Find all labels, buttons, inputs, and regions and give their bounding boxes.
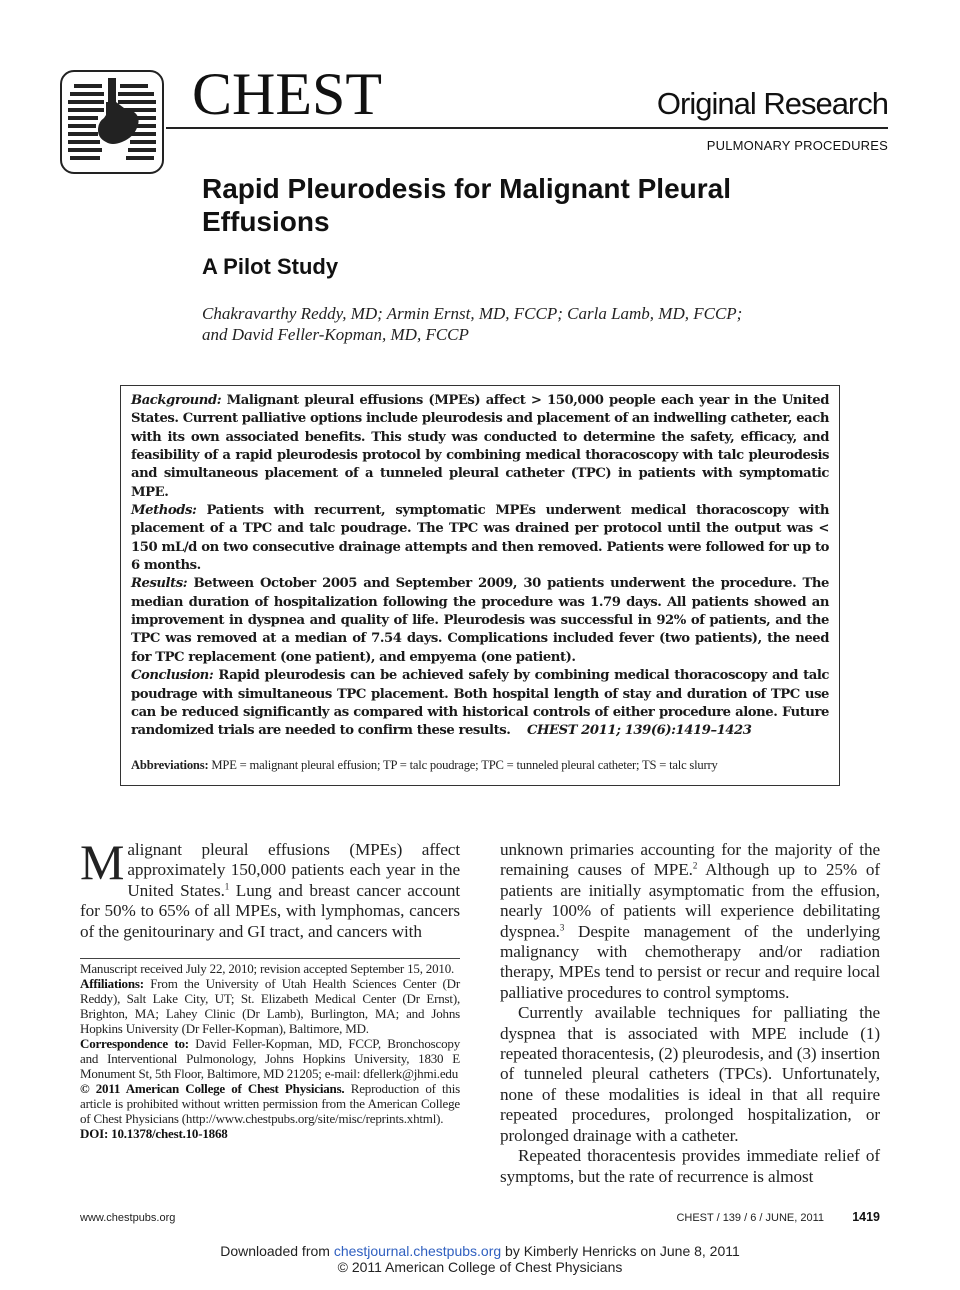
abstract-methods bbox=[131, 502, 829, 575]
abstract-conclusion bbox=[131, 667, 829, 740]
footnote-copyright: © 2011 American College of Chest Physicians. Reproduction of this article is prohibited without written permission from the American College of Chest Physicians (http://www.chestpubs.org/site/misc/reprints.xhtml). bbox=[80, 1081, 460, 1126]
abstract-heading: Methods: bbox=[131, 503, 197, 519]
abstract-background bbox=[131, 392, 829, 502]
body-column-left bbox=[80, 834, 461, 942]
footnote-correspondence: Correspondence to: David Feller-Kopman, MD, FCCP, Bronchoscopy and Interventional Pulmonology, Johns Hopkins University, 1830 E Monument St, 5th Floor, Baltimore, MD 21205; e-mail: dfellerk@jhmi.edu bbox=[80, 1036, 460, 1081]
journal-logo bbox=[60, 70, 164, 174]
page-number: 1419 bbox=[852, 1210, 880, 1224]
footnote-affiliations: Affiliations: From the University of Utah Health Sciences Center (Dr Reddy), Salt Lake City, UT; St. Elizabeth Medical Center (Dr Ernst), Brighton, MA; Lahey Clinic (Dr Lamb), Burlington, MA; and Johns Hopkins University (Dr Feller-Kopman), Baltimore, MD. bbox=[80, 976, 460, 1036]
reference-marker[interactable]: 2 bbox=[692, 860, 698, 871]
abstract-box bbox=[120, 385, 840, 786]
abstract-paragraph: Patients with recurrent, symptomatic MPEs underwent medical thoracoscopy with placement of a TPC and talc poudrage. The TPC was drained per protocol until the output was < 150 mL/d on two consecutive drainage attempts and then removed. Patients were followed for up to 6 months. bbox=[131, 503, 829, 574]
journal-name: CHEST bbox=[192, 61, 383, 127]
authors-line: and David Feller-Kopman, MD, FCCP bbox=[202, 325, 469, 344]
download-source-link[interactable]: chestjournal.chestpubs.org bbox=[333, 1243, 502, 1259]
abstract-citation: CHEST 2011; 139(6):1419–1423 bbox=[526, 723, 752, 739]
footnote-received: Manuscript received July 22, 2010; revision accepted September 15, 2010. bbox=[80, 961, 455, 976]
body-paragraph: Repeated thoracentesis provides immediate relief of symptoms, but the rate of recurrence is almost bbox=[500, 1146, 880, 1186]
body-paragraph: Currently available techniques for palliating the dyspnea that is associated with MPE include (1) repeated thoracentesis, (2) pleurodesis, and (3) insertion of tunneled pleural catheters (TPCs). Unfortunately, none of these modalities is ideal in that all require repeated procedures, prolonged hospitalization, or prolonged drainage with a catheter. bbox=[500, 1003, 880, 1145]
section-label: Original Research bbox=[656, 86, 888, 121]
abbreviations-line bbox=[131, 758, 831, 773]
abstract-paragraph: Between October 2005 and September 2009, 30 patients underwent the procedure. The median duration of hospitalization following the procedure was 1.79 days. All patients showed an improvement in dyspnea and quality of life. Pleurodesis was successful in 92% of patients, and the TPC was removed at a median of 7.54 days. Complications included fever (two patients), the need for TPC replacement (one patient), and empyema (one patient). bbox=[131, 576, 829, 665]
body-column-right bbox=[500, 840, 880, 1187]
abbreviations-text: MPE = malignant pleural effusion; TP = talc poudrage; TPC = tunneled pleural catheter; TS = talc slurry bbox=[211, 758, 718, 772]
reference-marker[interactable]: 1 bbox=[224, 881, 230, 892]
abstract-heading: Conclusion: bbox=[131, 668, 214, 684]
abstract-paragraph: Malignant pleural effusions (MPEs) affect > 150,000 people each year in the United States. Current palliative options include pleurodesis and placement of an indwelling catheter, each with its own associated benefits. This study was conducted to determine the safety, efficacy, and feasibility of a rapid pleurodesis protocol by combining medical thoracoscopy with talc pleurodesis and simultaneous placement of a tunneled pleural catheter (TPC) in patients with symptomatic MPE. bbox=[131, 393, 829, 500]
header-rule bbox=[166, 127, 888, 129]
subsection-label: PULMONARY PROCEDURES bbox=[706, 138, 888, 153]
drop-cap: M bbox=[80, 834, 125, 890]
footnote-rule bbox=[80, 958, 460, 959]
download-notice: Downloaded from chestjournal.chestpubs.org by Kimberly Henricks on June 8, 2011 bbox=[220, 1243, 740, 1259]
footer-url[interactable]: www.chestpubs.org bbox=[80, 1212, 176, 1224]
footer-citation: CHEST / 139 / 6 / JUNE, 2011 bbox=[676, 1212, 824, 1224]
abstract-results bbox=[131, 575, 829, 667]
body-paragraph: unknown primaries accounting for the majority of the remaining causes of MPE.$^2$ Although up to 25% of patients are initially asymptomatic from the effusion, nearly 100% of patients will experience debilitating dyspnea.$^3$ Despite management of the underlying malignancy with chemotherapy and/or radiation therapy, MPEs tend to persist or recur and require local palliative procedures to control symptoms. bbox=[500, 840, 880, 1002]
doi-link[interactable]: 10.1378/chest.10-1868 bbox=[111, 1126, 228, 1141]
abstract-paragraph: Rapid pleurodesis can be achieved safely by combining medical thoracoscopy and talc poudrage with simultaneous TPC placement. Both hospital length of stay and duration of TPC use can be reduced significantly as compared with historical controls of either procedure alone. Future randomized trials are needed to confirm these results. bbox=[131, 668, 829, 739]
copyright-notice: © 2011 American College of Chest Physicians bbox=[337, 1259, 623, 1275]
authors-line: Chakravarthy Reddy, MD; Armin Ernst, MD, FCCP; Carla Lamb, MD, FCCP; bbox=[202, 304, 743, 323]
article-subtitle: A Pilot Study bbox=[202, 254, 339, 279]
reference-marker[interactable]: 3 bbox=[559, 921, 565, 932]
abstract-text bbox=[131, 392, 829, 741]
abstract-heading: Results: bbox=[131, 576, 188, 592]
footnotes bbox=[80, 961, 460, 1141]
abbreviations-label: Abbreviations: bbox=[131, 758, 209, 772]
body-paragraph: Malignant pleural effusions (MPEs) affect approximately 150,000 patients each year in the United States.$^1$ Lung and breast cancer account for 50% to 65% of all MPEs, with lymphomas, cancers of the genitourinary and GI tract, and cancers with bbox=[80, 834, 461, 941]
footnote-doi: DOI: 10.1378/chest.10-1868 bbox=[80, 1126, 228, 1141]
lungs-logo-icon bbox=[62, 72, 162, 172]
article-title: Rapid Pleurodesis for Malignant Pleural Effusions bbox=[202, 173, 731, 237]
abstract-heading: Background: bbox=[131, 393, 222, 408]
author-list bbox=[202, 303, 822, 345]
